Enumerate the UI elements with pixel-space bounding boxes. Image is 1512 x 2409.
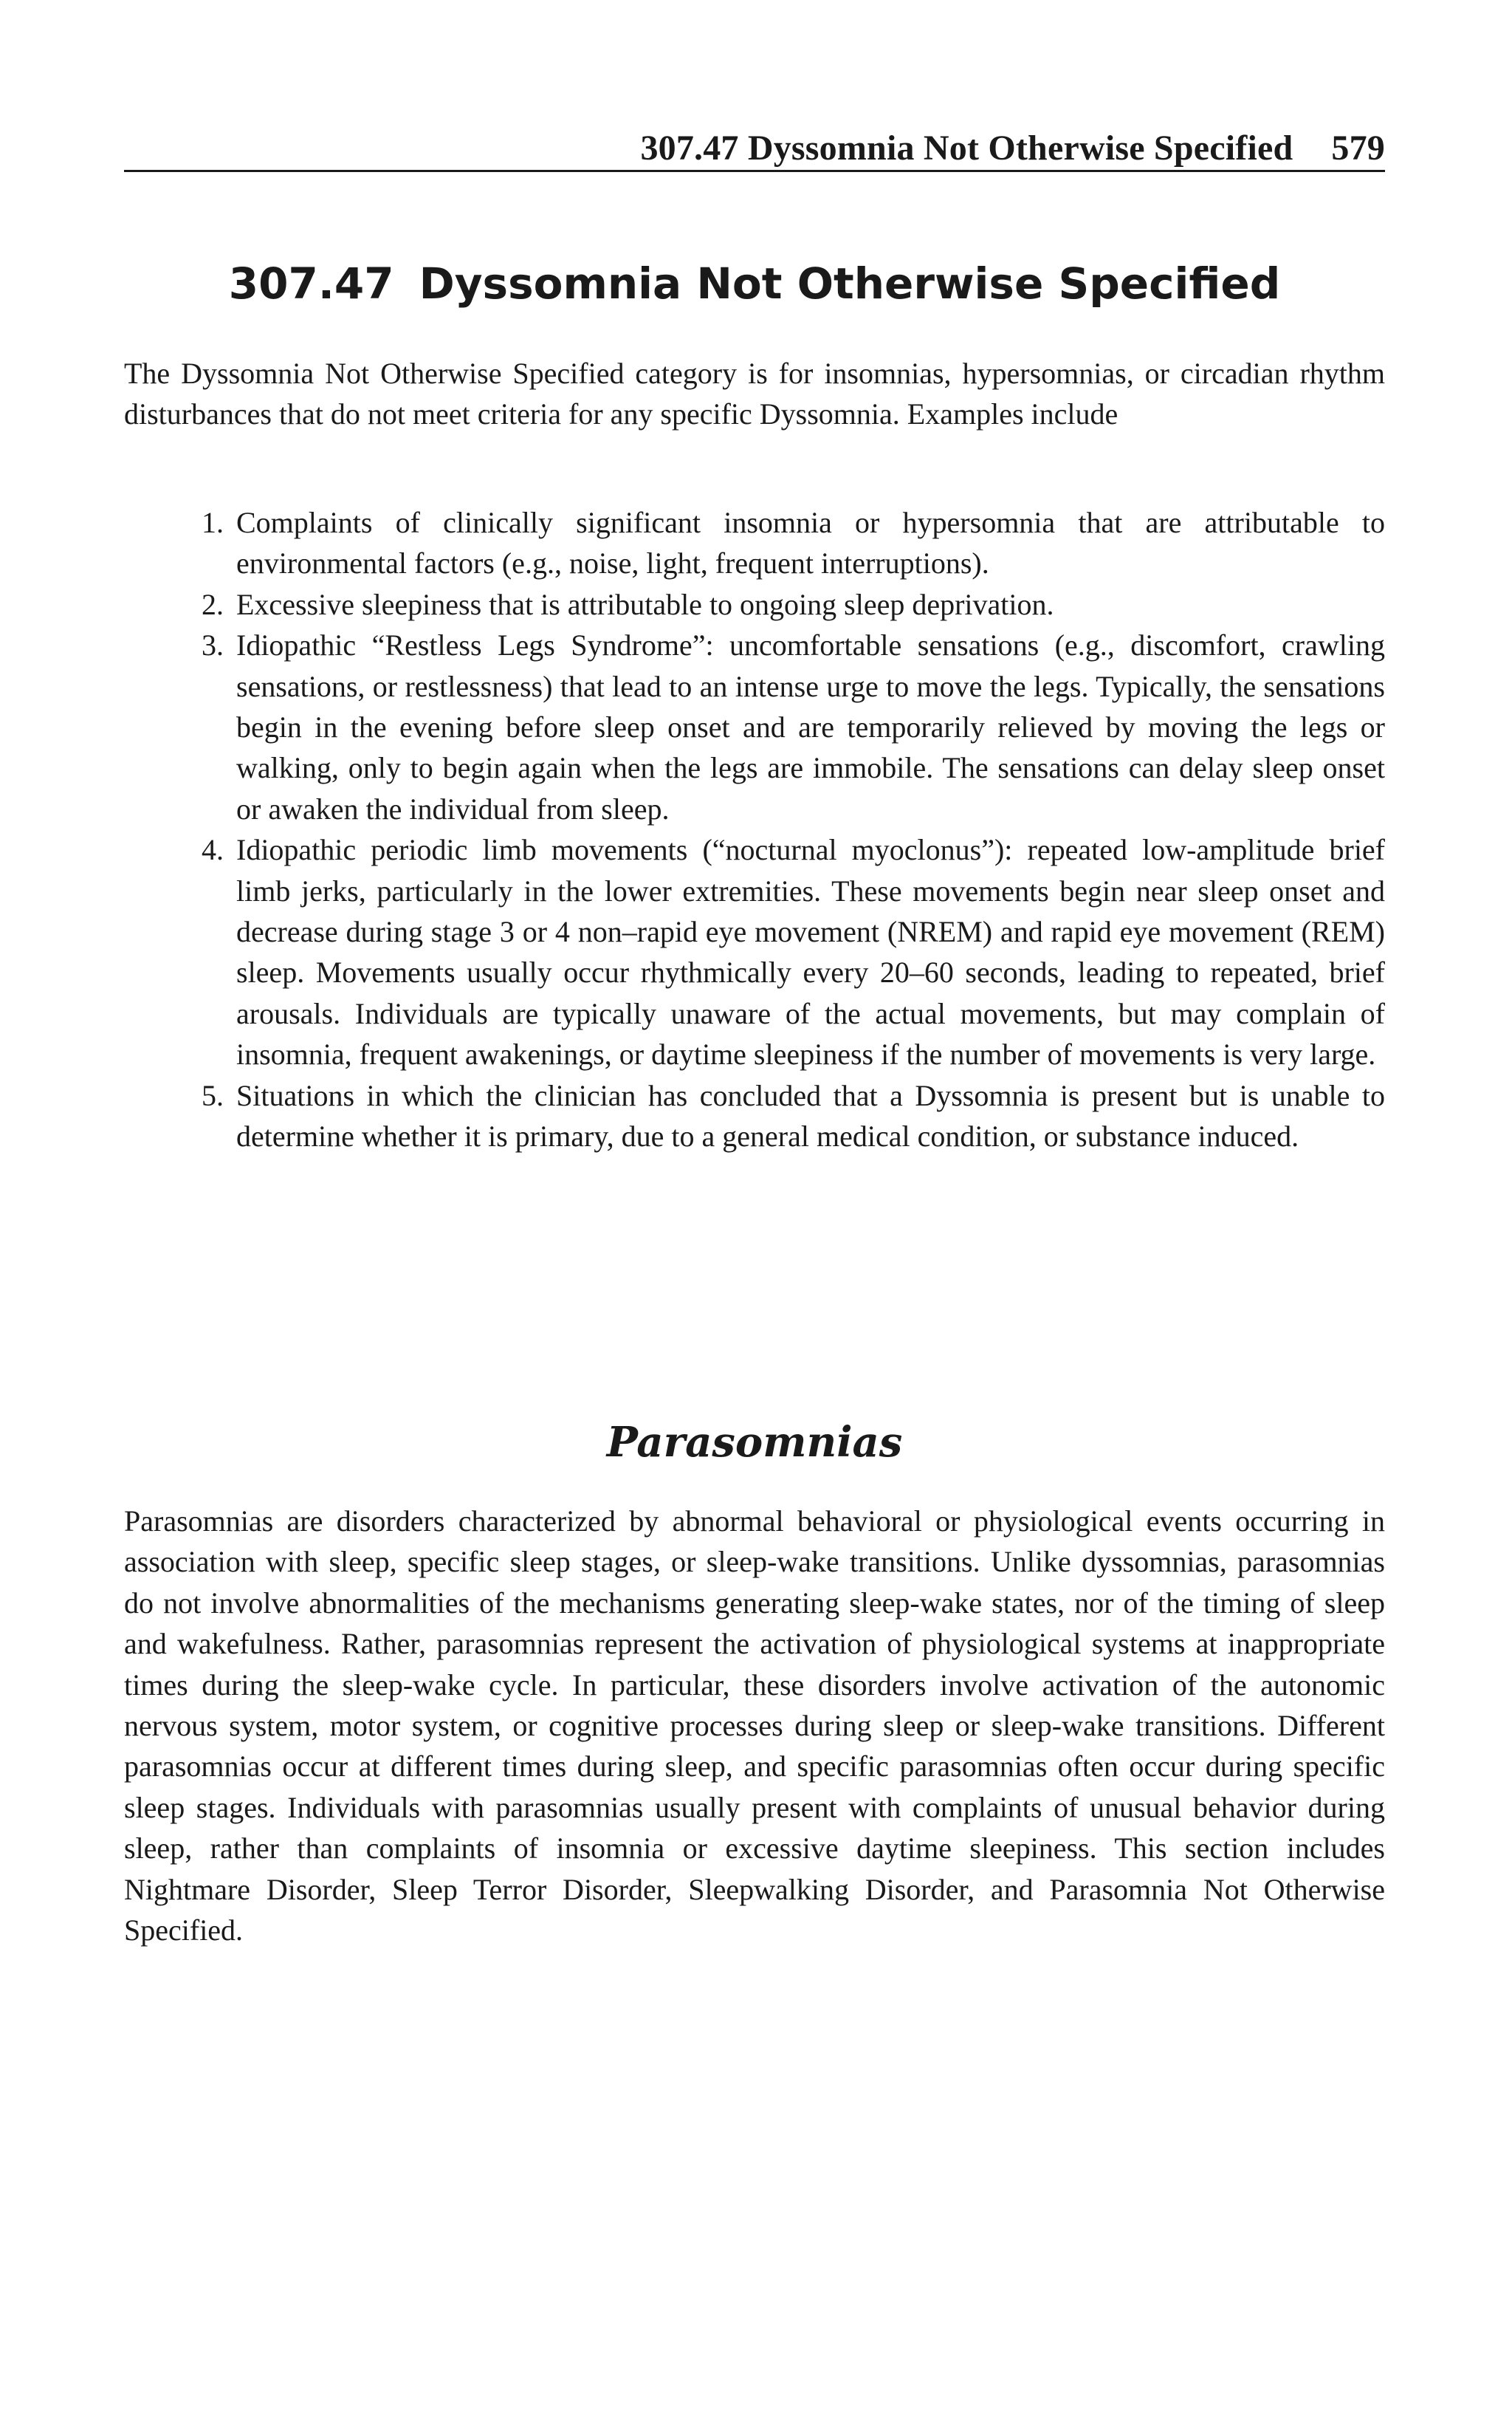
section-title <box>124 258 1385 309</box>
list-item-text: Complaints of clinically significant insomnia or hypersomnia that are attributable to environmental factors (e.g., noise, light, frequent interruptions). <box>236 506 1385 580</box>
list-item-text: Situations in which the clinician has concluded that a Dyssomnia is present but is unable to determine whether it is primary, due to a general medical condition, or substance induced. <box>236 1078 1385 1154</box>
intro-paragraph: The Dyssomnia Not Otherwise Specified category is for insomnias, hypersomnias, or circadian rhythm disturbances that do not meet criteria for any specific Dyssomnia. Examples include <box>124 357 1385 431</box>
list-item <box>124 502 1385 584</box>
list-item <box>124 829 1385 1075</box>
list-item-number: 1. <box>202 506 224 539</box>
list-item-number: 3. <box>202 628 224 662</box>
page-number: 579 <box>1331 128 1385 168</box>
running-header <box>124 117 1385 168</box>
parasomnias-heading: Parasomnias <box>606 1418 903 1467</box>
examples-list <box>124 502 1385 1157</box>
list-item <box>124 584 1385 625</box>
parasomnias-paragraph: Parasomnias are disorders characterized by abnormal behavioral or physiological events occurring in association with sleep, specific sleep stages, or sleep-wake transitions. Unlike dyssomnias, parasomnias do not involve abnormalities of the mechanisms generating sleep-wake states, nor of the timing of sleep and wakefulness. Rather, parasomnias represent the activation of physiological systems at inappropriate times during the sleep-wake cycle. In particular, these disorders involve activation of the autonomic nervous system, motor system, or cognitive processes during sleep or sleep-wake transitions. Different parasomnias occur at different times during sleep, and specific parasomnias often occur during specific sleep stages. Individuals with parasomnias usually present with complaints of unusual behavior during sleep, rather than complaints of insomnia or excessive daytime sleepiness. This section includes Nightmare Disorder, Sleep Terror Disorder, Sleepwalking Disorder, and Parasomnia Not Otherwise Specified. <box>124 1504 1385 1947</box>
list-item <box>124 1075 1385 1157</box>
list-item-text: Excessive sleepiness that is attributable to ongoing sleep deprivation. <box>236 587 1054 621</box>
section-title-text: Dyssomnia Not Otherwise Specified <box>419 258 1281 309</box>
section-code: 307.47 <box>228 258 394 309</box>
list-item-number: 4. <box>202 833 224 867</box>
header-divider <box>124 170 1385 172</box>
list-item <box>124 625 1385 829</box>
running-header-title: 307.47 Dyssomnia Not Otherwise Specified <box>640 128 1293 168</box>
list-item-text: Idiopathic periodic limb movements (“nocturnal myoclonus”): repeated low-amplitude brief limb jerks, particularly in the lower extremities. These movements begin near sleep onset and decrease during stage 3 or 4 non–rapid eye movement (NREM) and rapid eye movement (REM) sleep. Movements usually occur rhythmically every 20–60 seconds, leading to repeated, brief arousals. Individuals are typically unaware of the actual movements, but may complain of insomnia, frequent awakenings, or daytime sleepiness if the number of movements is very large. <box>236 833 1385 1072</box>
list-item-number: 2. <box>202 587 224 621</box>
list-item-text: Idiopathic “Restless Legs Syndrome”: uncomfortable sensations (e.g., discomfort, crawling sensations, or restlessness) that lead to an intense urge to move the legs. Typically, the sensations begin in the evening before sleep onset and are temporarily relieved by moving the legs or walking, only to begin again when the legs are immobile. The sensations can delay sleep onset or awaken the individual from sleep. <box>236 628 1385 826</box>
list-item-number: 5. <box>202 1078 224 1112</box>
